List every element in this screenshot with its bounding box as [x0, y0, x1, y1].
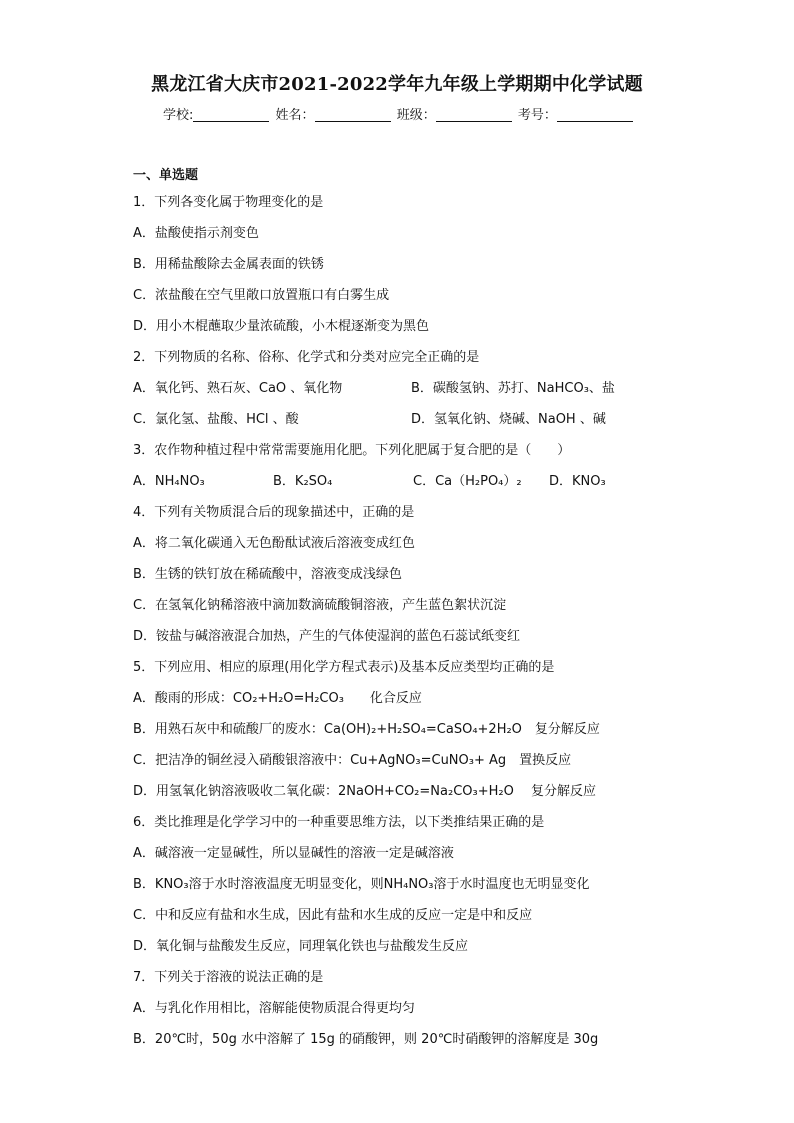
option-b: B．用稀盐酸除去金属表面的铁锈 [133, 257, 324, 272]
exam-number-field[interactable] [557, 107, 633, 122]
option-c: C．氯化氢、盐酸、HCl 、酸 [133, 412, 299, 427]
option-b: B．用熟石灰中和硫酸厂的废水：Ca(OH)₂+H₂SO₄=CaSO₄+2H₂O 复分解反应 [133, 722, 600, 737]
question-stem: 3．农作物种植过程中常常需要施用化肥。下列化肥属于复合肥的是（ ） [133, 443, 571, 458]
option-d: D．氢氧化钠、烧碱、NaOH 、碱 [411, 412, 606, 427]
question-stem: 6．类比推理是化学学习中的一种重要思维方法，以下类推结果正确的是 [133, 815, 545, 830]
option-d: D．铵盐与碱溶液混合加热，产生的气体使湿润的蓝色石蕊试纸变红 [133, 629, 521, 644]
option-c: C．在氢氧化钠稀溶液中滴加数滴硫酸铜溶液，产生蓝色絮状沉淀 [133, 598, 507, 613]
option-a: A．氧化钙、熟石灰、CaO 、氧化物 [133, 381, 343, 396]
option-a: A．与乳化作用相比，溶解能使物质混合得更均匀 [133, 1001, 415, 1016]
class-label: 班级： [396, 108, 436, 123]
option-b: B．20℃时，50g 水中溶解了 15g 的硝酸钾，则 20℃时硝酸钾的溶解度是 30g [133, 1032, 599, 1047]
options-row [133, 466, 693, 497]
question-stem: 5．下列应用、相应的原理(用化学方程式表示)及基本反应类型均正确的是 [133, 660, 555, 675]
exam-number-label: 考号： [517, 108, 557, 123]
school-label: 学校: [163, 108, 194, 123]
question-stem: 7．下列关于溶液的说法正确的是 [133, 970, 324, 985]
section-title: 一、单选题 [133, 168, 199, 183]
option-c: C．浓盐酸在空气里敞口放置瓶口有白雾生成 [133, 288, 390, 303]
option-a: A．将二氧化碳通入无色酚酞试液后溶液变成红色 [133, 536, 415, 551]
option-b: B．KNO₃溶于水时溶液温度无明显变化，则NH₄NO₃溶于水时温度也无明显变化 [133, 877, 590, 892]
option-c: C．把洁净的铜丝浸入硝酸银溶液中：Cu+AgNO₃=CuNO₃+ Ag 置换反应 [133, 753, 572, 768]
page-title: 黑龙江省大庆市2021-2022学年九年级上学期期中化学试题 [151, 74, 643, 95]
option-b: B．K₂SO₄ [273, 474, 333, 489]
option-d: D．氧化铜与盐酸发生反应，同理氧化铁也与盐酸发生反应 [133, 939, 469, 954]
option-c: C．Ca（H₂PO₄）₂ [413, 474, 522, 489]
option-a: A．盐酸使指示剂变色 [133, 226, 259, 241]
options-row [133, 404, 693, 435]
option-a: A．NH₄NO₃ [133, 474, 205, 489]
option-a: A．酸雨的形成：CO₂+H₂O=H₂CO₃ 化合反应 [133, 691, 422, 706]
option-a: A．碱溶液一定显碱性，所以显碱性的溶液一定是碱溶液 [133, 846, 454, 861]
class-field[interactable] [436, 107, 512, 122]
option-d: D．KNO₃ [549, 474, 606, 489]
option-c: C．中和反应有盐和水生成，因此有盐和水生成的反应一定是中和反应 [133, 908, 533, 923]
option-d: D．用小木棍蘸取少量浓硫酸，小木棍逐渐变为黑色 [133, 319, 430, 334]
name-label: 姓名： [275, 108, 315, 123]
option-b: B．生锈的铁钉放在稀硫酸中，溶液变成浅绿色 [133, 567, 402, 582]
question-stem: 1．下列各变化属于物理变化的是 [133, 195, 324, 210]
name-field[interactable] [315, 107, 391, 122]
question-list [133, 164, 693, 1055]
student-info-row [163, 104, 635, 123]
options-row [133, 373, 693, 404]
option-b: B．碳酸氢钠、苏打、NaHCO₃、盐 [411, 381, 615, 396]
question-stem: 4．下列有关物质混合后的现象描述中，正确的是 [133, 505, 415, 520]
school-field[interactable] [193, 107, 269, 122]
option-d: D．用氢氧化钠溶液吸收二氧化碳：2NaOH+CO₂=Na₂CO₃+H₂O 复分解反应 [133, 784, 596, 799]
question-stem: 2．下列物质的名称、俗称、化学式和分类对应完全正确的是 [133, 350, 480, 365]
